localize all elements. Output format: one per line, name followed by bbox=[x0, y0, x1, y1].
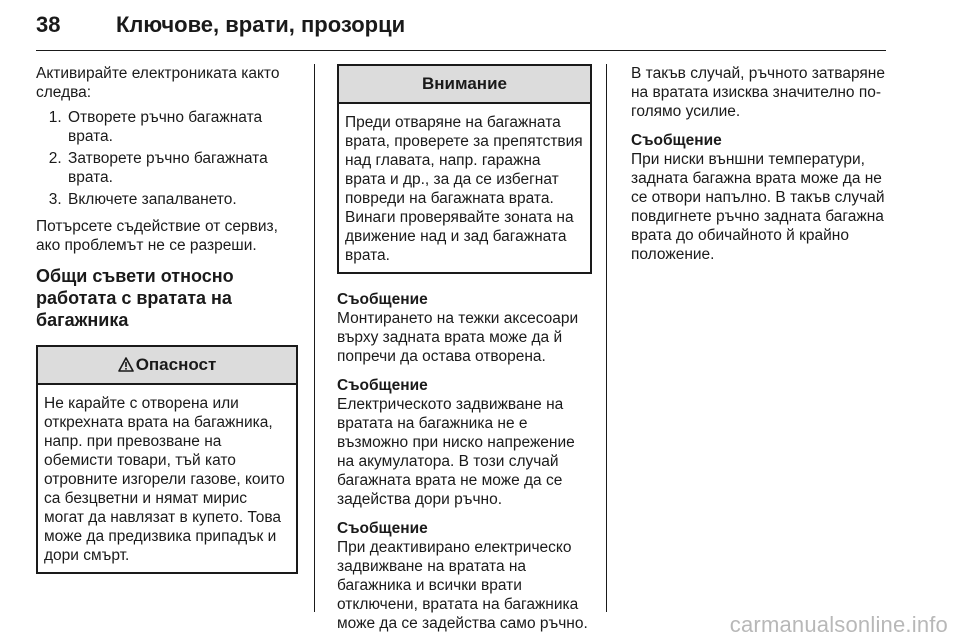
column-1 bbox=[36, 64, 298, 586]
note-text: При деактивирано електрическо задвижване на вратата на багажника и всички врати отключени, вратата на багажника може да се задейства само ръчно. bbox=[337, 539, 588, 632]
continuation-text: В такъв случай, ръчното затваряне на вратата изисква значително по-голямо усилие. bbox=[631, 65, 885, 120]
step-item: 2. Затворете ръчно багажната врата. bbox=[66, 149, 298, 187]
danger-box-text: Не карайте с отворена или открехната врата на багажника, напр. при превозване на обемисти товари, тъй като отровните изгорели газове, които са безцветни и нямат мирис могат да навлязат в купето. Това може да предизвика припадък и дори смърт. bbox=[44, 395, 285, 564]
danger-box-header bbox=[38, 347, 296, 385]
steps-list bbox=[36, 108, 298, 209]
page-number: 38 bbox=[36, 12, 61, 37]
column-2 bbox=[337, 64, 592, 635]
intro-text: Активирайте електрониката както следва: bbox=[36, 65, 280, 101]
chapter-title: Ключове, врати, прозорци bbox=[116, 12, 406, 37]
danger-box-title: Опасност bbox=[135, 355, 217, 374]
note-title: Съобщение bbox=[337, 377, 428, 394]
warning-triangle-icon bbox=[118, 349, 134, 385]
note-text: При ниски външни температури, задната багажна врата може да не се отвори напълно. В такъв случай повдигнете ръчно задната багажна врата до обичайното й крайно положение. bbox=[631, 151, 885, 263]
step-item: 1. Отворете ръчно багажната врата. bbox=[66, 108, 298, 146]
caution-box-text: Преди отваряне на багажната врата, проверете за препятствия над главата, напр. гаражна врата и др., за да се избегнат повреди на багажната врата. Винаги проверявайте зоната на движение над и зад багажната врата. bbox=[345, 114, 583, 264]
note-title: Съобщение bbox=[337, 520, 428, 537]
caution-box-title: Внимание bbox=[339, 66, 590, 104]
step-item: 3. Включете запалването. bbox=[66, 190, 298, 209]
note-title: Съобщение bbox=[337, 291, 428, 308]
section-heading: Общи съвети относно работата с вратата на багажника bbox=[36, 266, 234, 330]
retry-text: Потърсете съдействие от сервиз, ако проблемът не се разреши. bbox=[36, 218, 278, 254]
column-divider-2 bbox=[606, 64, 607, 612]
page-header bbox=[36, 0, 886, 51]
danger-box bbox=[36, 345, 298, 574]
watermark: carmanualsonline.info bbox=[729, 612, 948, 637]
column-divider-1 bbox=[314, 64, 315, 612]
note-title: Съобщение bbox=[631, 132, 722, 149]
note-text: Електрическото задвижване на вратата на багажника не е възможно при ниско напрежение на акумулатора. В този случай багажната врата не може да се задейства дори ръчно. bbox=[337, 396, 575, 508]
column-3 bbox=[631, 64, 893, 266]
note-text: Монтирането на тежки аксесоари върху задната врата може да й попречи да остава отворена. bbox=[337, 310, 579, 365]
caution-box bbox=[337, 64, 592, 274]
